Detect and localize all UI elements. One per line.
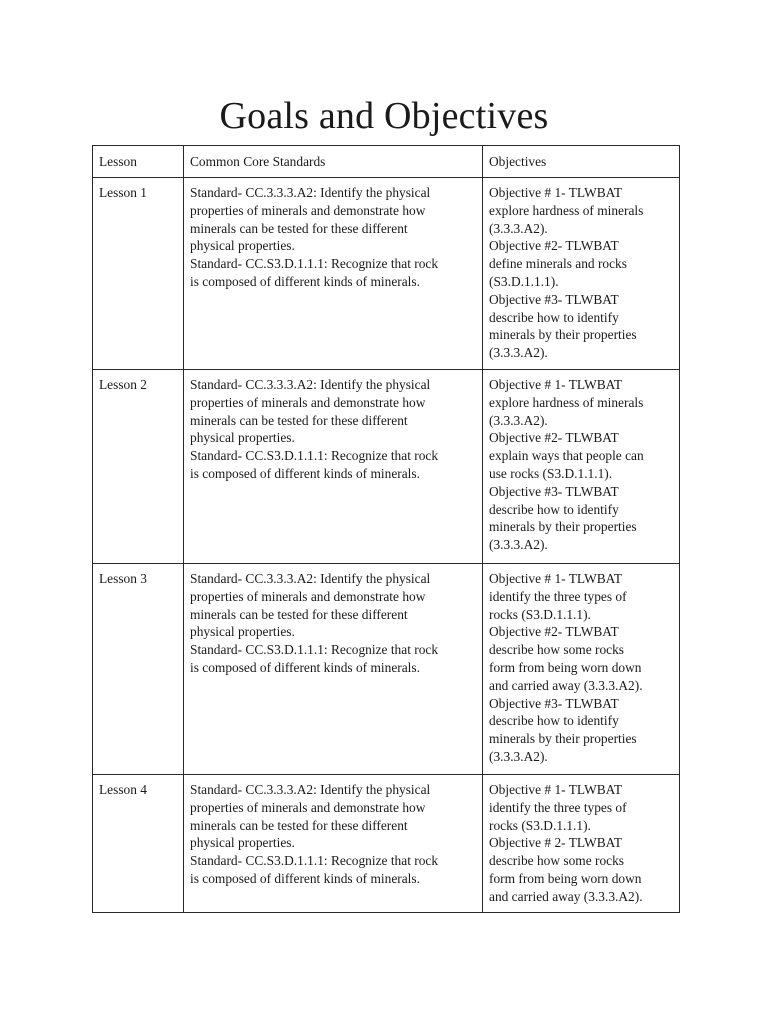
standard-text-line: Standard- CC.S3.D.1.1.1: Recognize that rock — [190, 642, 439, 658]
table-row — [93, 178, 680, 370]
objective-text-line: form from being worn down — [489, 870, 642, 886]
standard-text-line: minerals can be tested for these different — [190, 606, 408, 622]
objective-text-line: describe how to identify — [489, 713, 619, 729]
standard-text-line: physical properties. — [190, 238, 295, 254]
standard-text-line: Standard- CC.S3.D.1.1.1: Recognize that rock — [190, 256, 439, 272]
objective-text-line: Objective #3- TLWBAT — [489, 483, 619, 499]
page-title: Goals and Objectives — [219, 95, 549, 137]
objective-text-line: describe how some rocks — [489, 853, 624, 869]
standards-cell — [184, 370, 483, 564]
objective-text-line: Objective #3- TLWBAT — [489, 695, 619, 711]
objective-text-line: Objective #2- TLWBAT — [489, 624, 619, 640]
objective-text-line: describe how to identify — [489, 501, 619, 517]
table-row — [93, 370, 680, 564]
objective-text-line: rocks (S3.D.1.1.1). — [489, 606, 591, 622]
lesson-cell: Lesson 4 — [93, 775, 184, 913]
objective-text-line: (3.3.3.A2). — [489, 220, 548, 236]
objective-text-line: Objective # 1- TLWBAT — [489, 782, 623, 797]
objective-text-line: Objective #2- TLWBAT — [489, 430, 619, 446]
objective-text-line: describe how some rocks — [489, 642, 624, 658]
objective-text-line: explain ways that people can — [489, 448, 644, 464]
objective-text-line: and carried away (3.3.3.A2). — [489, 888, 643, 904]
standard-text-line: properties of minerals and demonstrate how — [190, 394, 426, 410]
standard-text-line: minerals can be tested for these different — [190, 412, 408, 428]
lesson-cell: Lesson 3 — [93, 564, 184, 775]
lesson-cell: Lesson 1 — [93, 178, 184, 370]
standard-text-line: minerals can be tested for these different — [190, 220, 408, 236]
standard-text-line: Standard- CC.S3.D.1.1.1: Recognize that rock — [190, 448, 439, 464]
objective-text-line: Objective # 1- TLWBAT — [489, 377, 623, 392]
standard-text-line: is composed of different kinds of minerals. — [190, 465, 420, 481]
objective-text-line: and carried away (3.3.3.A2). — [489, 677, 643, 693]
objective-text-line: minerals by their properties — [489, 731, 637, 747]
objective-text-line: identify the three types of — [489, 588, 627, 604]
objective-text-line: minerals by their properties — [489, 519, 637, 535]
objective-text-line: (3.3.3.A2). — [489, 537, 548, 553]
objectives-cell — [483, 775, 680, 913]
objective-text-line: (3.3.3.A2). — [489, 412, 548, 428]
objective-text-line: rocks (S3.D.1.1.1). — [489, 817, 591, 833]
objective-text-line: describe how to identify — [489, 309, 619, 325]
goals-objectives-table — [92, 145, 680, 913]
objectives-cell — [483, 564, 680, 775]
objective-text-line: form from being worn down — [489, 659, 642, 675]
standard-text-line: is composed of different kinds of minerals. — [190, 273, 420, 289]
standard-text-line: Standard- CC.3.3.3.A2: Identify the physical — [190, 377, 431, 392]
standards-cell — [184, 178, 483, 370]
standard-text-line: physical properties. — [190, 835, 295, 851]
objective-text-line: explore hardness of minerals — [489, 394, 644, 410]
header-common-core-standards: Common Core Standards — [184, 146, 483, 178]
standard-text-line: is composed of different kinds of minerals. — [190, 870, 420, 886]
standard-text-line: physical properties. — [190, 430, 295, 446]
standard-text-line: Standard- CC.3.3.3.A2: Identify the physical — [190, 571, 431, 586]
objective-text-line: define minerals and rocks — [489, 256, 627, 272]
objective-text-line: (3.3.3.A2). — [489, 345, 548, 361]
standard-text-line: is composed of different kinds of minerals. — [190, 659, 420, 675]
objective-text-line: Objective #2- TLWBAT — [489, 238, 619, 254]
objective-text-line: explore hardness of minerals — [489, 202, 644, 218]
objective-text-line: identify the three types of — [489, 799, 627, 815]
table-row — [93, 564, 680, 775]
objective-text-line: (3.3.3.A2). — [489, 748, 548, 764]
standards-cell — [184, 564, 483, 775]
standard-text-line: properties of minerals and demonstrate how — [190, 588, 426, 604]
table-header-row — [93, 146, 680, 178]
standard-text-line: physical properties. — [190, 624, 295, 640]
objective-text-line: Objective #3- TLWBAT — [489, 291, 619, 307]
standard-text-line: properties of minerals and demonstrate how — [190, 202, 426, 218]
standard-text-line: Standard- CC.S3.D.1.1.1: Recognize that rock — [190, 853, 439, 869]
objectives-cell — [483, 370, 680, 564]
standards-cell — [184, 775, 483, 913]
table-body — [93, 178, 680, 913]
objective-text-line: use rocks (S3.D.1.1.1). — [489, 465, 613, 481]
lesson-cell: Lesson 2 — [93, 370, 184, 564]
objective-text-line: Objective # 1- TLWBAT — [489, 185, 623, 200]
standard-text-line: Standard- CC.3.3.3.A2: Identify the physical — [190, 782, 431, 797]
standard-text-line: minerals can be tested for these different — [190, 817, 408, 833]
header-objectives: Objectives — [483, 146, 680, 178]
objective-text-line: minerals by their properties — [489, 327, 637, 343]
objectives-cell — [483, 178, 680, 370]
standard-text-line: Standard- CC.3.3.3.A2: Identify the physical — [190, 185, 431, 200]
standard-text-line: properties of minerals and demonstrate how — [190, 799, 426, 815]
table-row — [93, 775, 680, 913]
objective-text-line: (S3.D.1.1.1). — [489, 273, 559, 289]
objective-text-line: Objective # 1- TLWBAT — [489, 571, 623, 586]
objective-text-line: Objective # 2- TLWBAT — [489, 835, 623, 851]
header-lesson: Lesson — [93, 146, 184, 178]
